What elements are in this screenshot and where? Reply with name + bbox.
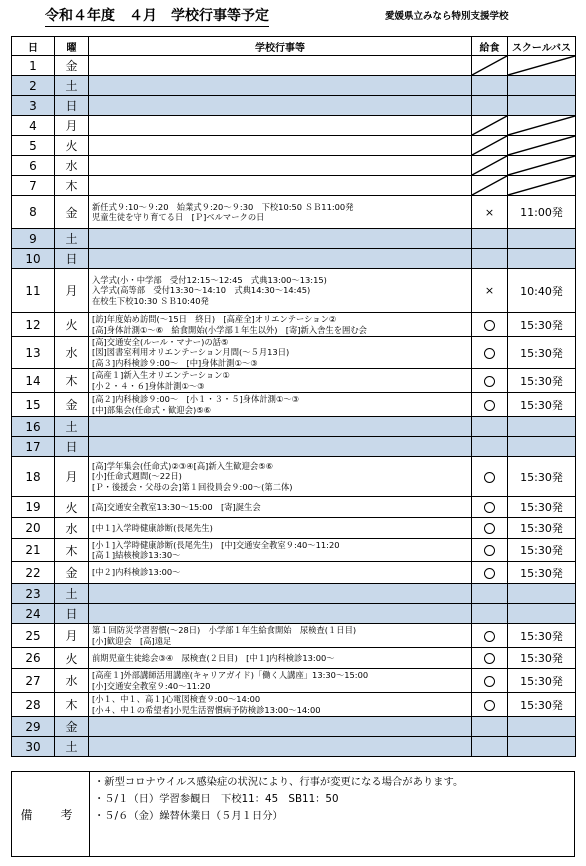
remarks-line: ・５/６（金）繰替休業日（５月１日分） bbox=[94, 810, 283, 822]
event-line: 在校生下校10:30 ＳＢ10:40発 bbox=[92, 295, 209, 306]
bus-cell: 10:40発 bbox=[508, 269, 576, 313]
table-row bbox=[12, 393, 576, 417]
day-cell: 10 bbox=[12, 249, 55, 269]
table-row bbox=[12, 562, 576, 584]
day-cell: 16 bbox=[12, 417, 55, 437]
day-cell: 20 bbox=[12, 518, 55, 539]
bus-cell: 15:30発 bbox=[508, 648, 576, 669]
day-cell: 13 bbox=[12, 337, 55, 369]
event-line: [高]交通安全(ルール・マナー)の話⑤ bbox=[92, 337, 229, 348]
bus-cell: 15:30発 bbox=[508, 562, 576, 584]
weekday-cell: 水 bbox=[55, 669, 89, 693]
circle-mark-icon bbox=[484, 320, 495, 331]
table-row bbox=[12, 457, 576, 497]
diagonal-slash-icon bbox=[472, 156, 507, 175]
events-cell bbox=[89, 737, 472, 757]
page-title: 令和４年度 ４月 学校行事等予定 bbox=[45, 5, 269, 27]
table-row bbox=[12, 249, 576, 269]
lunch-cell bbox=[472, 76, 508, 96]
column-header-events: 学校行事等 bbox=[89, 37, 472, 56]
weekday-cell: 金 bbox=[55, 56, 89, 76]
bus-cell: 15:30発 bbox=[508, 518, 576, 539]
bus-cell bbox=[508, 584, 576, 604]
event-line: 児童生徒を守り育てる日 [Ｐ]ベルマークの日 bbox=[92, 212, 265, 222]
circle-mark-icon bbox=[484, 472, 495, 483]
weekday-cell: 金 bbox=[55, 196, 89, 229]
table-row bbox=[12, 313, 576, 337]
bus-cell bbox=[508, 604, 576, 624]
weekday-cell: 土 bbox=[55, 229, 89, 249]
event-line: [高産１]外部講師活用講座(キャリアガイド)「働く人講座」13:30～15:00 bbox=[92, 670, 369, 681]
events-cell bbox=[89, 96, 472, 116]
bus-cell bbox=[508, 417, 576, 437]
table-row bbox=[12, 337, 576, 369]
circle-mark-icon bbox=[484, 348, 495, 359]
events-cell bbox=[89, 437, 472, 457]
lunch-cell bbox=[472, 584, 508, 604]
event-line: [中１]入学時健康診断(長尾先生) bbox=[92, 522, 213, 533]
day-cell: 1 bbox=[12, 56, 55, 76]
events-cell bbox=[89, 196, 472, 229]
weekday-cell: 木 bbox=[55, 176, 89, 196]
weekday-cell: 日 bbox=[55, 249, 89, 269]
event-line: [小１、中１、高１]心電図検査９:00～14:00 bbox=[92, 694, 261, 705]
page-header bbox=[0, 0, 586, 34]
circle-mark-icon bbox=[484, 568, 495, 579]
day-cell: 22 bbox=[12, 562, 55, 584]
bus-cell: 15:30発 bbox=[508, 497, 576, 518]
diagonal-slash-icon bbox=[508, 116, 575, 135]
table-row bbox=[12, 437, 576, 457]
table-row bbox=[12, 196, 576, 229]
table-row bbox=[12, 604, 576, 624]
event-line: [高２]内科検診９:00～ [小１・３・５]身体計測①～③ bbox=[92, 394, 300, 405]
table-row bbox=[12, 116, 576, 136]
circle-mark-icon bbox=[484, 523, 495, 534]
event-line: [高]身体計測①～⑥ 給食開始(小学部１年生以外) [寄]新入舎生を囲む会 bbox=[92, 324, 367, 335]
lunch-cell bbox=[472, 437, 508, 457]
event-line: 第１回防災学習習慣(～28日) 小学部１年生給食開始 尿検査(１日目) bbox=[92, 625, 357, 636]
events-cell bbox=[89, 457, 472, 497]
events-cell bbox=[89, 313, 472, 337]
diagonal-slash-icon bbox=[472, 56, 507, 75]
remarks-line: ・新型コロナウイルス感染症の状況により、行事が変更になる場合があります。 bbox=[94, 776, 464, 788]
table-row bbox=[12, 693, 576, 717]
weekday-cell: 土 bbox=[55, 584, 89, 604]
bus-cell bbox=[508, 156, 576, 176]
lunch-cell bbox=[472, 624, 508, 648]
circle-mark-icon bbox=[484, 502, 495, 513]
weekday-cell: 月 bbox=[55, 116, 89, 136]
bus-cell bbox=[508, 116, 576, 136]
bus-cell: 15:30発 bbox=[508, 337, 576, 369]
day-cell: 14 bbox=[12, 369, 55, 393]
event-line: [高１]結核検診13:30～ bbox=[92, 550, 181, 560]
day-cell: 11 bbox=[12, 269, 55, 313]
day-cell: 30 bbox=[12, 737, 55, 757]
remarks-table bbox=[11, 771, 575, 857]
column-header-lunch: 給食 bbox=[472, 37, 508, 56]
bus-cell bbox=[508, 249, 576, 269]
event-line: [中]部集会(任命式・歓迎会)⑤⑥ bbox=[92, 404, 212, 415]
bus-cell bbox=[508, 717, 576, 737]
weekday-cell: 水 bbox=[55, 156, 89, 176]
event-line: [小]任命式週間(～22日) bbox=[92, 471, 182, 482]
table-row bbox=[12, 737, 576, 757]
weekday-cell: 日 bbox=[55, 96, 89, 116]
event-line: [高３]内科検診９:00～ [中]身体計測①～③ bbox=[92, 357, 258, 368]
day-cell: 18 bbox=[12, 457, 55, 497]
event-line: [小２・４・６]身体計測①～③ bbox=[92, 380, 205, 391]
table-row bbox=[12, 624, 576, 648]
event-line: [高産１]新入生オリエンテーション① bbox=[92, 370, 230, 381]
diagonal-slash-icon bbox=[472, 136, 507, 155]
events-cell bbox=[89, 539, 472, 562]
event-line: [高]交通安全教室13:30～15:00 [寄]誕生会 bbox=[92, 501, 261, 512]
table-row bbox=[12, 369, 576, 393]
event-line: [小４、中１の希望者]小児生活習慣病予防検診13:00～14:00 bbox=[92, 704, 321, 715]
lunch-cell bbox=[472, 693, 508, 717]
lunch-cell bbox=[472, 648, 508, 669]
events-cell bbox=[89, 56, 472, 76]
bus-cell: 15:30発 bbox=[508, 457, 576, 497]
lunch-cell bbox=[472, 562, 508, 584]
diagonal-slash-icon bbox=[508, 136, 575, 155]
event-line: 入学式(小・中学部 受付12:15～12:45 式典13:00～13:15) bbox=[92, 275, 327, 286]
weekday-cell: 土 bbox=[55, 737, 89, 757]
events-cell bbox=[89, 176, 472, 196]
day-cell: 7 bbox=[12, 176, 55, 196]
day-cell: 19 bbox=[12, 497, 55, 518]
event-line: [高]学年集会(任命式)②③④[高]新入生歓迎会⑤⑥ bbox=[92, 461, 274, 472]
event-line: 入学式(高等部 受付13:30～14:10 式典14:30～14:45) bbox=[92, 285, 311, 296]
bus-cell bbox=[508, 229, 576, 249]
day-cell: 21 bbox=[12, 539, 55, 562]
lunch-cell bbox=[472, 393, 508, 417]
lunch-cell bbox=[472, 737, 508, 757]
table-row bbox=[12, 717, 576, 737]
event-line: [Ｐ・後援会・父母の会]第１回役員会９:00～(第二体) bbox=[92, 481, 293, 492]
table-row bbox=[12, 156, 576, 176]
event-line: 新任式９:10～９:20 始業式９:20～９:30 下校10:50 ＳＢ11:00発 bbox=[92, 201, 354, 212]
weekday-cell: 水 bbox=[55, 337, 89, 369]
weekday-cell: 土 bbox=[55, 417, 89, 437]
weekday-cell: 日 bbox=[55, 604, 89, 624]
day-cell: 15 bbox=[12, 393, 55, 417]
event-line: [中２]内科検診13:00～ bbox=[92, 567, 181, 578]
column-header-bus: スクールバス bbox=[508, 37, 576, 56]
event-line: [図]図書室利用オリエンテーション月間(～５月13日) bbox=[92, 347, 290, 358]
bus-cell bbox=[508, 737, 576, 757]
day-cell: 12 bbox=[12, 313, 55, 337]
day-cell: 28 bbox=[12, 693, 55, 717]
events-cell bbox=[89, 156, 472, 176]
day-cell: 23 bbox=[12, 584, 55, 604]
events-cell bbox=[89, 584, 472, 604]
weekday-cell: 月 bbox=[55, 269, 89, 313]
event-line: [小]交通安全教室９:40～11:20 bbox=[92, 680, 211, 691]
events-cell bbox=[89, 669, 472, 693]
table-row bbox=[12, 56, 576, 76]
day-cell: 27 bbox=[12, 669, 55, 693]
lunch-cell: × bbox=[472, 196, 508, 229]
lunch-cell: × bbox=[472, 269, 508, 313]
table-row bbox=[12, 229, 576, 249]
bus-cell: 15:30発 bbox=[508, 393, 576, 417]
circle-mark-icon bbox=[484, 653, 495, 664]
bus-cell bbox=[508, 437, 576, 457]
events-cell bbox=[89, 717, 472, 737]
table-row bbox=[12, 584, 576, 604]
day-cell: 6 bbox=[12, 156, 55, 176]
column-header-day: 日 bbox=[12, 37, 55, 56]
weekday-cell: 木 bbox=[55, 693, 89, 717]
circle-mark-icon bbox=[484, 400, 495, 411]
events-cell bbox=[89, 76, 472, 96]
remarks-line: ・５/１（日）学習参観日 下校11：45 SB11：50 bbox=[94, 793, 339, 805]
bus-cell bbox=[508, 96, 576, 116]
remarks-label: 備 考 bbox=[12, 772, 90, 857]
lunch-cell bbox=[472, 249, 508, 269]
weekday-cell: 火 bbox=[55, 313, 89, 337]
circle-mark-icon bbox=[484, 631, 495, 642]
events-cell bbox=[89, 648, 472, 669]
events-cell bbox=[89, 497, 472, 518]
bus-cell: 15:30発 bbox=[508, 693, 576, 717]
table-row bbox=[12, 539, 576, 562]
lunch-cell bbox=[472, 116, 508, 136]
weekday-cell: 金 bbox=[55, 393, 89, 417]
event-line: [小]歓迎会 [高]遠足 bbox=[92, 635, 172, 646]
events-cell bbox=[89, 337, 472, 369]
lunch-cell bbox=[472, 457, 508, 497]
circle-mark-icon bbox=[484, 376, 495, 387]
day-cell: 26 bbox=[12, 648, 55, 669]
lunch-cell bbox=[472, 176, 508, 196]
day-cell: 9 bbox=[12, 229, 55, 249]
events-cell bbox=[89, 562, 472, 584]
table-row bbox=[12, 669, 576, 693]
table-row bbox=[12, 518, 576, 539]
lunch-cell bbox=[472, 56, 508, 76]
lunch-cell bbox=[472, 96, 508, 116]
weekday-cell: 金 bbox=[55, 717, 89, 737]
table-row bbox=[12, 648, 576, 669]
bus-cell bbox=[508, 176, 576, 196]
day-cell: 29 bbox=[12, 717, 55, 737]
bus-cell bbox=[508, 136, 576, 156]
events-cell bbox=[89, 116, 472, 136]
lunch-cell bbox=[472, 497, 508, 518]
bus-cell: 11:00発 bbox=[508, 196, 576, 229]
day-cell: 3 bbox=[12, 96, 55, 116]
events-cell bbox=[89, 369, 472, 393]
event-line: 前期児童生徒総会③④ 尿検査(２日目) [中１]内科検診13:00～ bbox=[92, 652, 335, 663]
day-cell: 8 bbox=[12, 196, 55, 229]
bus-cell bbox=[508, 76, 576, 96]
weekday-cell: 日 bbox=[55, 437, 89, 457]
table-row bbox=[12, 136, 576, 156]
weekday-cell: 火 bbox=[55, 136, 89, 156]
lunch-cell bbox=[472, 539, 508, 562]
events-cell bbox=[89, 393, 472, 417]
events-cell bbox=[89, 624, 472, 648]
day-cell: 4 bbox=[12, 116, 55, 136]
weekday-cell: 水 bbox=[55, 518, 89, 539]
day-cell: 5 bbox=[12, 136, 55, 156]
events-cell bbox=[89, 269, 472, 313]
column-header-weekday: 曜 bbox=[55, 37, 89, 56]
table-row bbox=[12, 176, 576, 196]
weekday-cell: 木 bbox=[55, 539, 89, 562]
diagonal-slash-icon bbox=[472, 116, 507, 135]
table-row bbox=[12, 417, 576, 437]
lunch-cell bbox=[472, 229, 508, 249]
day-cell: 24 bbox=[12, 604, 55, 624]
diagonal-slash-icon bbox=[508, 156, 575, 175]
weekday-cell: 金 bbox=[55, 562, 89, 584]
lunch-cell bbox=[472, 518, 508, 539]
bus-cell: 15:30発 bbox=[508, 313, 576, 337]
events-cell bbox=[89, 417, 472, 437]
weekday-cell: 火 bbox=[55, 497, 89, 518]
bus-cell: 15:30発 bbox=[508, 669, 576, 693]
diagonal-slash-icon bbox=[508, 176, 575, 195]
schedule-body bbox=[12, 56, 576, 757]
lunch-cell bbox=[472, 313, 508, 337]
lunch-cell bbox=[472, 136, 508, 156]
lunch-cell bbox=[472, 604, 508, 624]
lunch-cell bbox=[472, 369, 508, 393]
schedule-header-row bbox=[12, 37, 576, 56]
table-row bbox=[12, 76, 576, 96]
day-cell: 2 bbox=[12, 76, 55, 96]
events-cell bbox=[89, 518, 472, 539]
lunch-cell bbox=[472, 717, 508, 737]
circle-mark-icon bbox=[484, 700, 495, 711]
events-cell bbox=[89, 229, 472, 249]
events-cell bbox=[89, 249, 472, 269]
table-row bbox=[12, 96, 576, 116]
table-row bbox=[12, 269, 576, 313]
circle-mark-icon bbox=[484, 545, 495, 556]
event-line: [小１]入学時健康診断(長尾先生) [中]交通安全教室９:40～11:20 bbox=[92, 539, 340, 550]
weekday-cell: 月 bbox=[55, 457, 89, 497]
events-cell bbox=[89, 693, 472, 717]
bus-cell: 15:30発 bbox=[508, 539, 576, 562]
event-line: [訪]年度始め訪問(～15日 終日) [高産全]オリエンテーション② bbox=[92, 314, 337, 325]
lunch-cell bbox=[472, 669, 508, 693]
remarks-body bbox=[90, 772, 575, 857]
bus-cell bbox=[508, 56, 576, 76]
events-cell bbox=[89, 604, 472, 624]
weekday-cell: 月 bbox=[55, 624, 89, 648]
weekday-cell: 火 bbox=[55, 648, 89, 669]
weekday-cell: 土 bbox=[55, 76, 89, 96]
events-cell bbox=[89, 136, 472, 156]
bus-cell: 15:30発 bbox=[508, 624, 576, 648]
circle-mark-icon bbox=[484, 676, 495, 687]
day-cell: 17 bbox=[12, 437, 55, 457]
lunch-cell bbox=[472, 337, 508, 369]
weekday-cell: 木 bbox=[55, 369, 89, 393]
table-row bbox=[12, 497, 576, 518]
lunch-cell bbox=[472, 156, 508, 176]
lunch-cell bbox=[472, 417, 508, 437]
school-name: 愛媛県立みなら特別支援学校 bbox=[385, 11, 509, 22]
diagonal-slash-icon bbox=[472, 176, 507, 195]
schedule-table bbox=[11, 36, 576, 757]
day-cell: 25 bbox=[12, 624, 55, 648]
bus-cell: 15:30発 bbox=[508, 369, 576, 393]
diagonal-slash-icon bbox=[508, 56, 575, 75]
